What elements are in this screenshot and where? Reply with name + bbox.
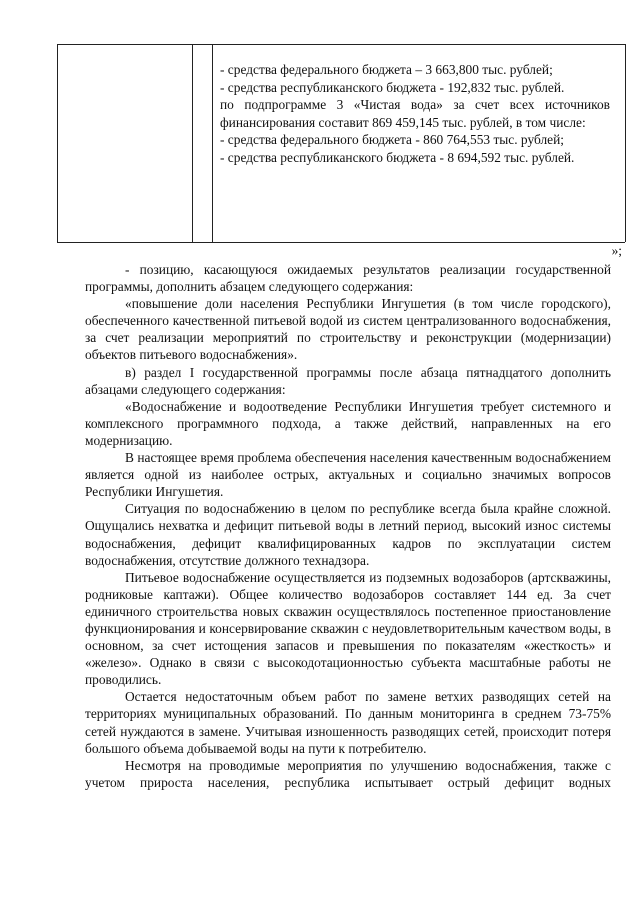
table-bottom-border (57, 242, 625, 243)
cell-line: - средства республиканского бюджета - 8 694,592 тыс. рублей. (220, 149, 575, 165)
paragraph: В настоящее время проблема обеспечения населения качественным водоснабжением является одной из наиболее острых, актуальных и социально значимых вопросов Республики Ингушетия. (85, 450, 611, 500)
table-col-divider-2 (212, 44, 213, 242)
paragraph: Остается недостаточным объем работ по замене ветхих разводящих сетей на территориях муниципальных образований. По данным мониторинга в среднем 73-75% сетей нуждаются в замене. Учитывая изношенность разводящих сетей, происходит потеря большого объема добываемой воды на пути к потребителю. (85, 689, 611, 756)
table-left-border (57, 44, 58, 242)
table-cell-financing (220, 61, 610, 166)
paragraph: в) раздел I государственной программы после абзаца пятнадцатого дополнить абзацами следующего содержания: (85, 364, 611, 397)
cell-line: - средства федерального бюджета – 3 663,800 тыс. рублей; (220, 62, 553, 77)
document-body (85, 261, 611, 791)
paragraph: «Водоснабжение и водоотведение Республики Ингушетия требует системного и комплексного программного подхода, а также действий, направленных на его модернизацию. (85, 398, 611, 448)
closing-quote: »; (611, 243, 622, 258)
table-top-border (57, 44, 625, 45)
table-right-border (625, 44, 626, 242)
paragraph: «повышение доли населения Республики Ингушетия (в том числе городского), обеспеченного качественной питьевой водой из систем централизованного водоснабжения, за счет реализации мероприятий по строительству и реконструкции (модернизации) объектов питьевого водоснабжения». (85, 296, 611, 363)
paragraph: - позицию, касающуюся ожидаемых результатов реализации государственной программы, дополнить абзацем следующего содержания: (85, 262, 611, 295)
cell-line: - средства республиканского бюджета - 192,832 тыс. рублей. (220, 79, 565, 95)
cell-line: - средства федерального бюджета - 860 764,553 тыс. рублей; (220, 132, 564, 147)
paragraph: Ситуация по водоснабжению в целом по республике всегда была крайне сложной. Ощущались нехватка и дефицит питьевой воды в летний период, высокий износ системы водоснабжения, дефицит квалифицированных кадров по эксплуатации систем водоснабжения, отсутствие должного технадзора. (85, 501, 611, 568)
paragraph: Несмотря на проводимые мероприятия по улучшению водоснабжения, также с учетом прироста населения, республика испытывает острый дефицит водных (85, 757, 611, 790)
cell-line: по подпрограмме 3 «Чистая вода» за счет всех источников финансирования составит 869 459,145 тыс. рублей, в том числе: (220, 97, 610, 130)
continuation-table (57, 44, 625, 242)
table-col-divider-1 (192, 44, 193, 242)
paragraph: Питьевое водоснабжение осуществляется из подземных водозаборов (артскважины, родниковые каптажи). Общее количество водозаборов составляет 144 ед. За счет единичного строительства новых скважин осуществлялось постепенное приостановление функционирования и консервирование скважин с неудовлетворительным качеством воды, в основном, за счет истощения запасов и превышения по показателям «жесткость» и «железо». Однако в связи с высокодотационностью субъекта масштабные работы не проводились. (85, 569, 611, 688)
